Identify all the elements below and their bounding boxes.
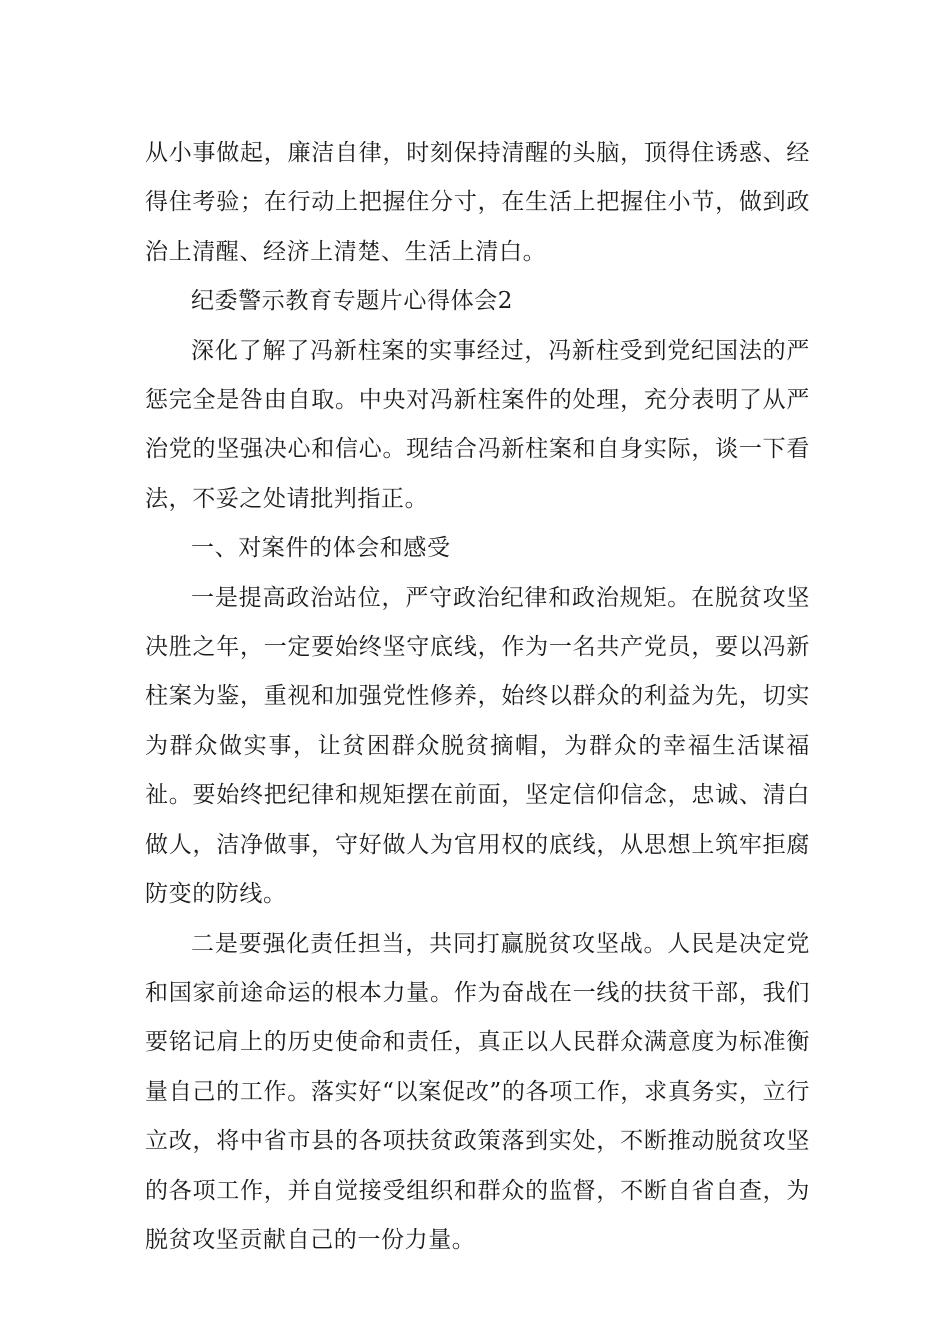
document-body [145, 129, 810, 1265]
section-heading: 一、对案件的体会和感受 [191, 535, 451, 562]
paragraph-intro: 深化了解了冯新柱案的实事经过，冯新柱受到党纪国法的严惩完全是咎由自取。中央对冯新柱案件的处理，充分表明了从严治党的坚强决心和信心。现结合冯新柱案和自身实际，谈一下看法，不妥之处请批判指正。 [145, 337, 810, 512]
section-title: 纪委警示教育专题片心得体会2 [191, 288, 514, 315]
paragraph-point-two: 二是要强化责任担当，共同打赢脱贫攻坚战。人民是决定党和国家前途命运的根本力量。作为奋战在一线的扶贫干部，我们要铭记肩上的历史使命和责任，真正以人民群众满意度为标准衡量自己的工作。落实好“以案促改”的各项工作，求真务实，立行立改，将中省市县的各项扶贫政策落到实处，不断推动脱贫攻坚的各项工作，并自觉接受组织和群众的监督，不断自省自查，为脱贫攻坚贡献自己的一份力量。 [145, 930, 810, 1253]
paragraph-point-one: 一是提高政治站位，严守政治纪律和政治规矩。在脱贫攻坚决胜之年，一定要始终坚守底线，作为一名共产党员，要以冯新柱案为鉴，重视和加强党性修养，始终以群众的利益为先，切实为群众做实事，让贫困群众脱贫摘帽，为群众的幸福生活谋福祉。要始终把纪律和规矩摆在前面，坚定信仰信念，忠诚、清白做人，洁净做事，守好做人为官用权的底线，从思想上筑牢拒腐防变的防线。 [145, 584, 810, 908]
paragraph-continuation: 从小事做起，廉洁自律，时刻保持清醒的头脑，顶得住诱惑、经得住考验；在行动上把握住分寸，在生活上把握住小节，做到政治上清醒、经济上清楚、生活上清白。 [145, 140, 810, 265]
